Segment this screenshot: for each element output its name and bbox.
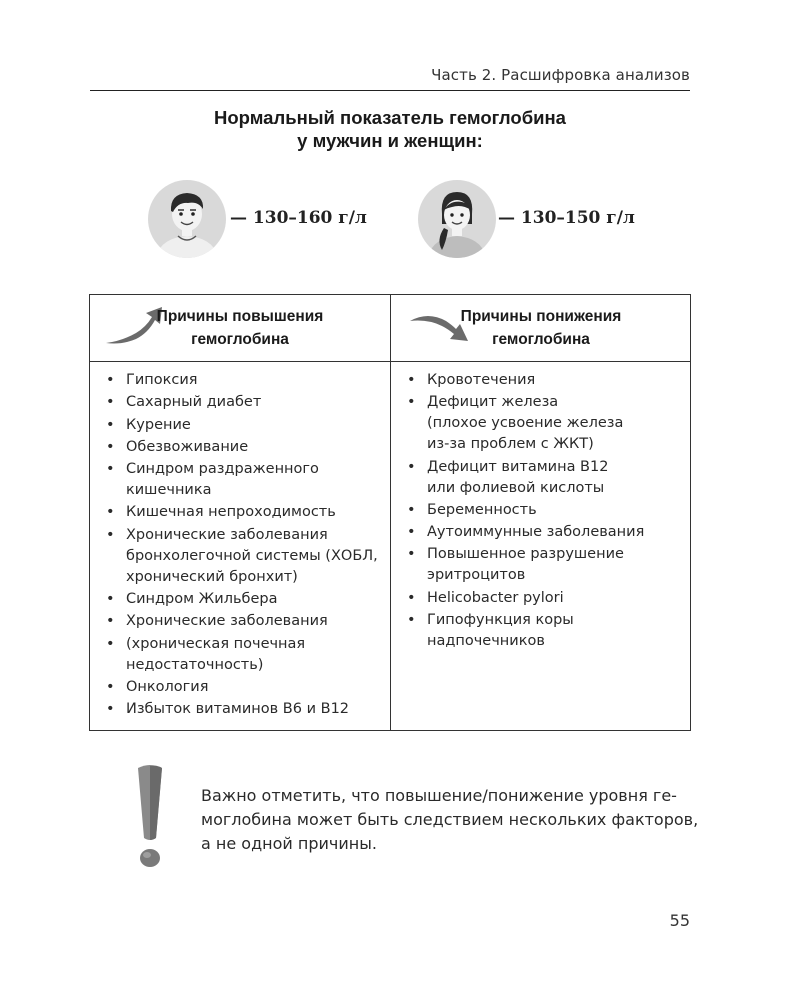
- list-item: • Гипофункция коры надпочечников: [405, 610, 644, 652]
- list-item: • Хронические заболевания бронхолегочной системы (ХОБЛ, хронический бронхит): [104, 525, 378, 588]
- list-item: • Сахарный диабет: [104, 392, 378, 413]
- list-item: • Дефицит железа (плохое усвоение железа из-за проблем с ЖКТ): [405, 392, 644, 455]
- decrease-heading: [391, 305, 691, 351]
- list-item: • Онкология: [104, 677, 378, 698]
- male-avatar: [148, 180, 226, 258]
- heading-line: гемоглобина: [492, 331, 590, 348]
- list-item: • Кишечная непроходимость: [104, 502, 378, 523]
- list-item: • Кровотечения: [405, 370, 644, 391]
- list-item: • Helicobacter pylori: [405, 588, 644, 609]
- list-item: • Избыток витаминов В6 и В12: [104, 699, 378, 720]
- heading-line: гемоглобина: [191, 331, 289, 348]
- list-item: • Дефицит витамина В12 или фолиевой кислоты: [405, 457, 644, 499]
- important-note: [201, 784, 698, 856]
- page-number: 55: [669, 911, 690, 930]
- header-rule: [90, 90, 690, 91]
- page-title: [90, 106, 690, 152]
- decrease-causes-list: [405, 370, 644, 653]
- increase-causes-list: [104, 370, 378, 722]
- list-item: • Аутоиммунные заболевания: [405, 522, 644, 543]
- list-item: • (хроническая почечная недостаточность): [104, 634, 378, 676]
- running-header: Часть 2. Расшифровка анализов: [431, 66, 690, 84]
- table-header-divider: [90, 361, 690, 362]
- list-item: • Хронические заболевания: [104, 611, 378, 632]
- list-item: • Синдром Жильбера: [104, 589, 378, 610]
- note-line: Важно отметить, что повышение/понижение уровня ге-: [201, 786, 677, 805]
- list-item: • Беременность: [405, 500, 644, 521]
- title-line: у мужчин и женщин:: [297, 130, 483, 151]
- note-line: моглобина может быть следствием нескольких факторов,: [201, 810, 699, 829]
- female-avatar: [418, 180, 496, 258]
- list-item: • Синдром раздраженного кишечника: [104, 459, 378, 501]
- title-line: Нормальный показатель гемоглобина: [214, 107, 566, 128]
- list-item: • Курение: [104, 415, 378, 436]
- heading-line: Причины повышения: [156, 308, 324, 325]
- note-line: а не одной причины.: [201, 834, 377, 853]
- heading-line: Причины понижения: [460, 308, 622, 325]
- causes-table: [89, 294, 691, 731]
- exclamation-icon: [128, 762, 172, 872]
- female-norm-value: — 130–150 г/л: [498, 208, 635, 228]
- list-item: • Гипоксия: [104, 370, 378, 391]
- list-item: • Обезвоживание: [104, 437, 378, 458]
- list-item: • Повышенное разрушение эритроцитов: [405, 544, 644, 586]
- increase-heading: [90, 305, 390, 351]
- male-norm-value: — 130–160 г/л: [230, 208, 367, 228]
